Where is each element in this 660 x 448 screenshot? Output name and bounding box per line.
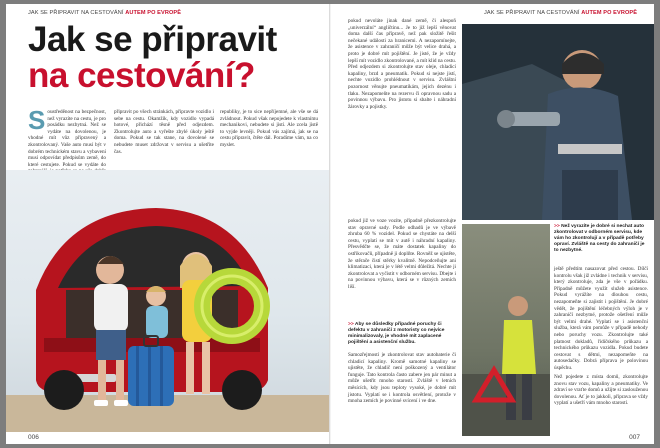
left-column-1 xyxy=(28,105,106,168)
caption-1 xyxy=(348,322,456,346)
caption-2-text: Než vyrazíte je dobré si nechat auto zkontrolovat v odborném servisu, kde vám ho zkontrolují a v případě potřeby opraví. Zvláště na cesty do zahraničí je to nezbytné. xyxy=(554,224,645,253)
article-title xyxy=(28,22,277,94)
left-page xyxy=(6,4,330,444)
warning-triangle-illustration xyxy=(462,224,550,436)
running-header-brand: AUTEM PO EVROPĚ xyxy=(581,10,638,16)
page-number-right: 007 xyxy=(629,434,640,441)
running-header-left xyxy=(28,10,181,16)
caption-2 xyxy=(554,224,648,254)
running-header-brand: AUTEM PO EVROPĚ xyxy=(125,10,182,16)
caption-1-text: Aby se důsledky případné poruchy či defektu v zahraničí z motoristy co nejvíce minimalizovaly, je vhodné mít zaplacené pojištění a asistenční službu. xyxy=(348,322,445,345)
right-page xyxy=(330,4,654,444)
family-car-illustration xyxy=(6,170,330,432)
running-header-right xyxy=(484,10,637,16)
drop-cap: S xyxy=(28,105,46,135)
running-header-text: JAK SE PŘIPRAVIT NA CESTOVÁNÍ xyxy=(484,10,580,16)
title-line-1: Jak se připravit xyxy=(28,20,277,59)
right-column-1a: pokud nevoláte jinak dané země, či alespoň „univerzální“ angličtinu... Je to již lepší věnovat doma další čas přípravě, než pak složitě řešit nečekané události za hranicemi. A nezapomínejte, že asistence v zahraničí může být velice drahá, a proto je dobré mít pojištění. Je jisté, že je vždy lepší mít vozidlo zkontrolované, a mít klid na cestu. Před odjezdem si zkontrolujte stav oleje, chladicí kapaliny, brzd a pneumatik. Pokud si nejste jistí, nechte vozidlo prohlédnout v servisu. Zvláštní pozornost věnujte pneumatikám, jejich dezénu i tlaku. Nezapomeňte na rezervu či opravnou sadu a povinnou výbavu. Pro jistotu si sbalte i náhradní žárovky a pojistky. xyxy=(348,18,456,110)
warning-triangle-photo xyxy=(462,224,550,436)
magazine-spread xyxy=(6,4,654,444)
right-column-2: ještě předtím nasazovat před cestou. Dílčí kontrolu však již zvládne i technik v servisu, který zkontroluje, zda je vše v pořádku. Případně můžete využít služeb asistence. Pokud vyrážíte na dlouhou cestu, nezapomeňte si zajistit i pojištění. Je dobré vědět, že pojištění léčebných výloh je v zahraničí nezbytné, protože ošetření může být velmi drahé. Vyplatí se i asistenční služba, která vám pomůže v případě nehody nebo poruchy vozu. Zkontrolujte také platnost dokladů, řidičského průkazu a technického průkazu vozidla. Pokud budete cestovat s dětmi, nezapomeňte na autosedačky. Dobrá příprava je polovinou úspěchu. xyxy=(554,266,648,371)
mechanic-illustration xyxy=(462,24,654,220)
title-line-2: na cestování? xyxy=(28,56,255,95)
family-car-photo xyxy=(6,170,330,432)
right-column-2b: Než pojedete z místa domů, zkontrolujte znovu stav vozu, kapaliny a pneumatiky. Ve zdraví se vraťte domů a užijte si zaslouženou dovolenou. Ať je to jakkoli, příprava se vždy vyplatí a ušetří vám mnoho starostí. xyxy=(554,374,648,407)
right-column-1b: pokud již ve voze vozíte, případně přezkontrolujte stav opravné sady. Podle odhadů je ve výbavě zhruba 60 % vozidel. Pokud se chystáte na delší cestu, vyplatí se mít v autě i náhradní kapaliny. Přesvědčte se, že máte dostatek kapaliny do ostřikovačů, případně ji doplňte. Rovněž se ujistěte, že stěrače čistí stěrky kvalitně. Nepodceňujte ani klimatizaci, která je v létě velmi důležitá. Nechte ji zkontrolovat a vyčistit v odborném servisu. Dbejte i na povinnou výbavu, která se v různých zemích liší. xyxy=(348,218,456,290)
left-column-2: připravit po všech stránkách, připravte vozidlo i sebe na cestu. Okamžik, kdy vozidlo vypadá hotové, přichází těsně před odjezdem. Zkontrolujte auto a vyřešte zbylé úkoly ještě doma. Pokud se tak stane, na dovolené se nebudete muset zdržovat v servisu a ušetříte čas. xyxy=(114,109,214,155)
mechanic-photo xyxy=(462,24,654,220)
caption-arrows-icon: >> xyxy=(348,322,354,327)
left-column-3: republiky, je to sice nepříjemné, ale vše se dá zvládnout. Pokud však nepojedete k vlastnímu mechanikovi, nebudete si jistí. Ale zcela jistě to vyjde levněji. Pokud vás zajímá, jak se na cestu připravit, čtěte dál. Poradíme vám, na co myslet. xyxy=(220,109,318,148)
caption-arrows-icon: >> xyxy=(554,224,560,229)
right-column-1c: Samozřejmostí je zkontrolovat stav autobaterie či chladicí kapaliny. Kromě samotné kapaliny se ujistěte, že chladič není poškozený a ventilátor funguje. Tato kontrola často zabere jen pár minut a může ušetřit mnoho starostí. Zvláště v letních měsících, kdy jsou teploty vysoké, je dobré mít jistotu. Vyplatí se i kontrola osvětlení, protože v mnoha zemích je povinné svícení i ve dne. xyxy=(348,352,456,405)
running-header-text: JAK SE PŘIPRAVIT NA CESTOVÁNÍ xyxy=(28,10,124,16)
page-number-left: 006 xyxy=(28,434,39,441)
left-column-1-text: oustředěnost na bezpečnost, než vyrazíte na cestu, je pro posádku nezbytná. Než se vydáte na dovolenou, je vhodné mít vůz připravený a zkontrolovaný. Vaše auto musí být v dobrém technickém stavu a vybavení musí odpovídat předpisům země, do které cestujete. Pokud se vydáte do xyxy=(28,109,106,168)
